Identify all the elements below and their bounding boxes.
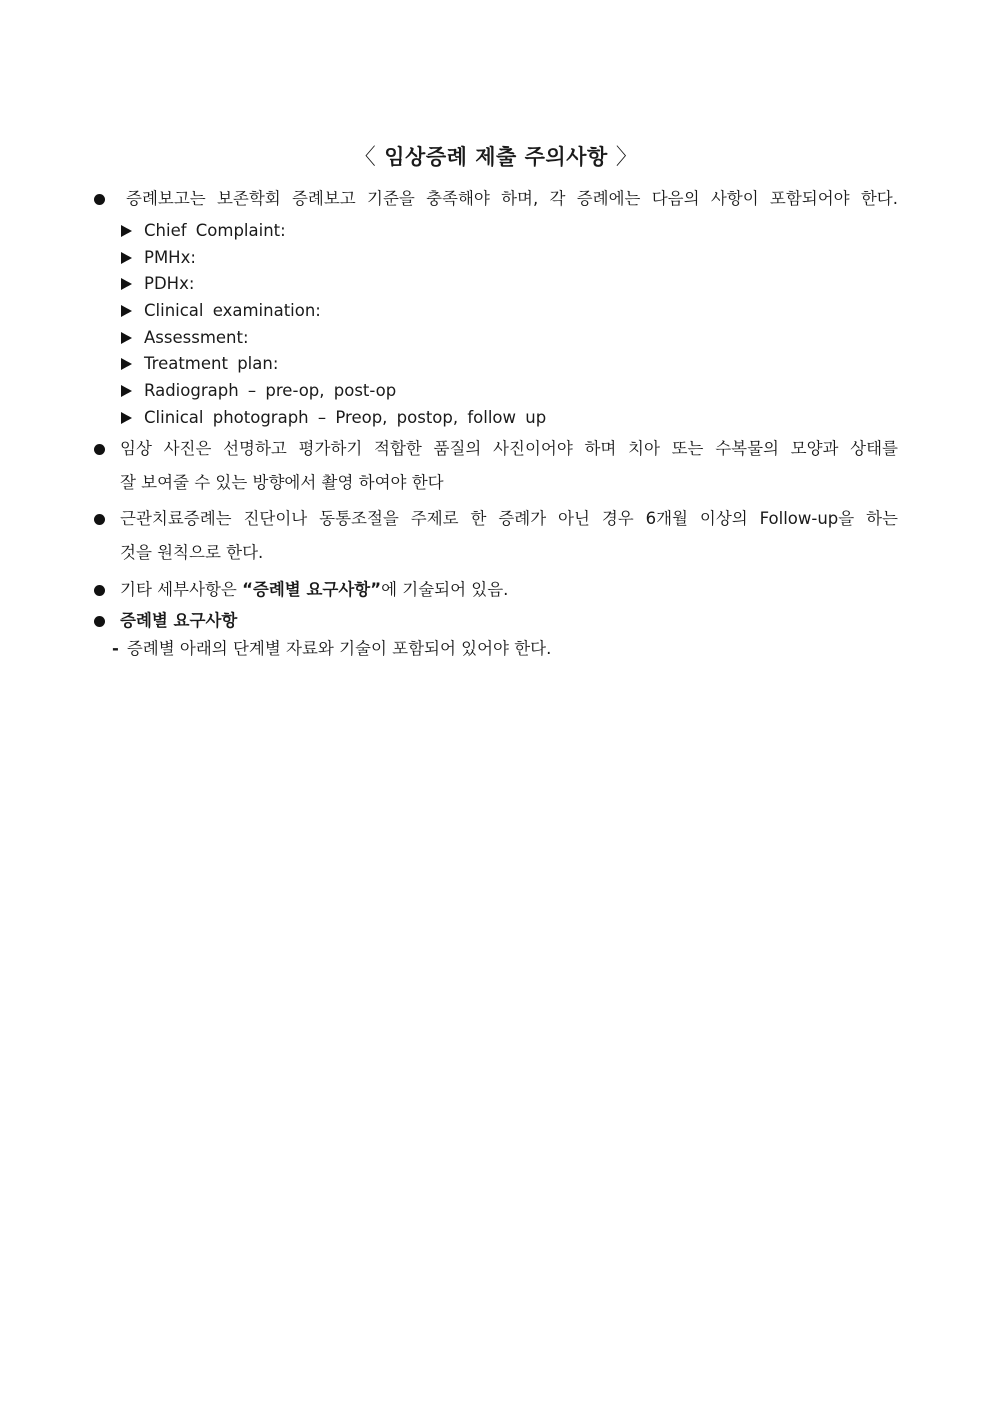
required-items-list <box>121 218 546 432</box>
bullet-icon <box>94 616 105 627</box>
bullet-text-line-2: 것을 원칙으로 한다. <box>120 543 264 562</box>
triangle-bullet-icon <box>121 385 132 397</box>
section-heading: 증례별 요구사항 <box>120 611 238 630</box>
triangle-bullet-icon <box>121 358 132 370</box>
dash-marker: - <box>112 639 119 658</box>
triangle-bullet-icon <box>121 252 132 264</box>
bold-reference: “증례별 요구사항” <box>242 580 382 599</box>
triangle-bullet-icon <box>121 332 132 344</box>
bullet-text: 기타 세부사항은 “증례별 요구사항”에 기술되어 있음. <box>120 580 509 599</box>
bullet-text: 증례보고는 보존학회 증례보고 기준을 충족해야 하며, 각 증례에는 다음의 사항이 포함되어야 한다. <box>126 189 898 208</box>
bullet-icon <box>94 514 105 525</box>
list-item: PMHx: <box>121 245 546 272</box>
list-item: Assessment: <box>121 325 546 352</box>
bullet-text-line-1: 임상 사진은 선명하고 평가하기 적합한 품질의 사진이어야 하며 치아 또는 수복물의 모양과 상태를 <box>120 439 898 458</box>
page-title <box>0 140 992 171</box>
title-right-bracket: 〉 <box>615 145 639 170</box>
bullet-item-details <box>94 573 898 607</box>
dash-note <box>112 636 551 662</box>
dash-note-text: 증례별 아래의 단계별 자료와 기술이 포함되어 있어야 한다. <box>126 639 552 658</box>
bullet-text-line-2: 잘 보여줄 수 있는 방향에서 촬영 하여야 한다 <box>120 473 444 492</box>
list-item: Chief Complaint: <box>121 218 546 245</box>
bullet-icon <box>94 194 105 205</box>
triangle-bullet-icon <box>121 278 132 290</box>
bullet-icon <box>94 444 105 455</box>
list-item: Clinical photograph – Preop, postop, follow up <box>121 405 546 432</box>
title-left-bracket: 〈 <box>353 145 377 170</box>
bullet-item-endodontic-followup <box>94 502 898 570</box>
bullet-icon <box>94 585 105 596</box>
bullet-item-case-requirements <box>94 604 898 638</box>
triangle-bullet-icon <box>121 225 132 237</box>
bullet-item-photo-quality <box>94 432 898 500</box>
list-item: Treatment plan: <box>121 351 546 378</box>
list-item: Radiograph – pre-op, post-op <box>121 378 546 405</box>
bullet-text-line-1: 근관치료증례는 진단이나 동통조절을 주제로 한 증례가 아닌 경우 6개월 이상의 Follow-up을 하는 <box>120 509 898 528</box>
bullet-item-requirements <box>94 182 898 216</box>
list-item: PDHx: <box>121 271 546 298</box>
triangle-bullet-icon <box>121 305 132 317</box>
triangle-bullet-icon <box>121 412 132 424</box>
list-item: Clinical examination: <box>121 298 546 325</box>
title-text: 임상증례 제출 주의사항 <box>384 145 608 169</box>
